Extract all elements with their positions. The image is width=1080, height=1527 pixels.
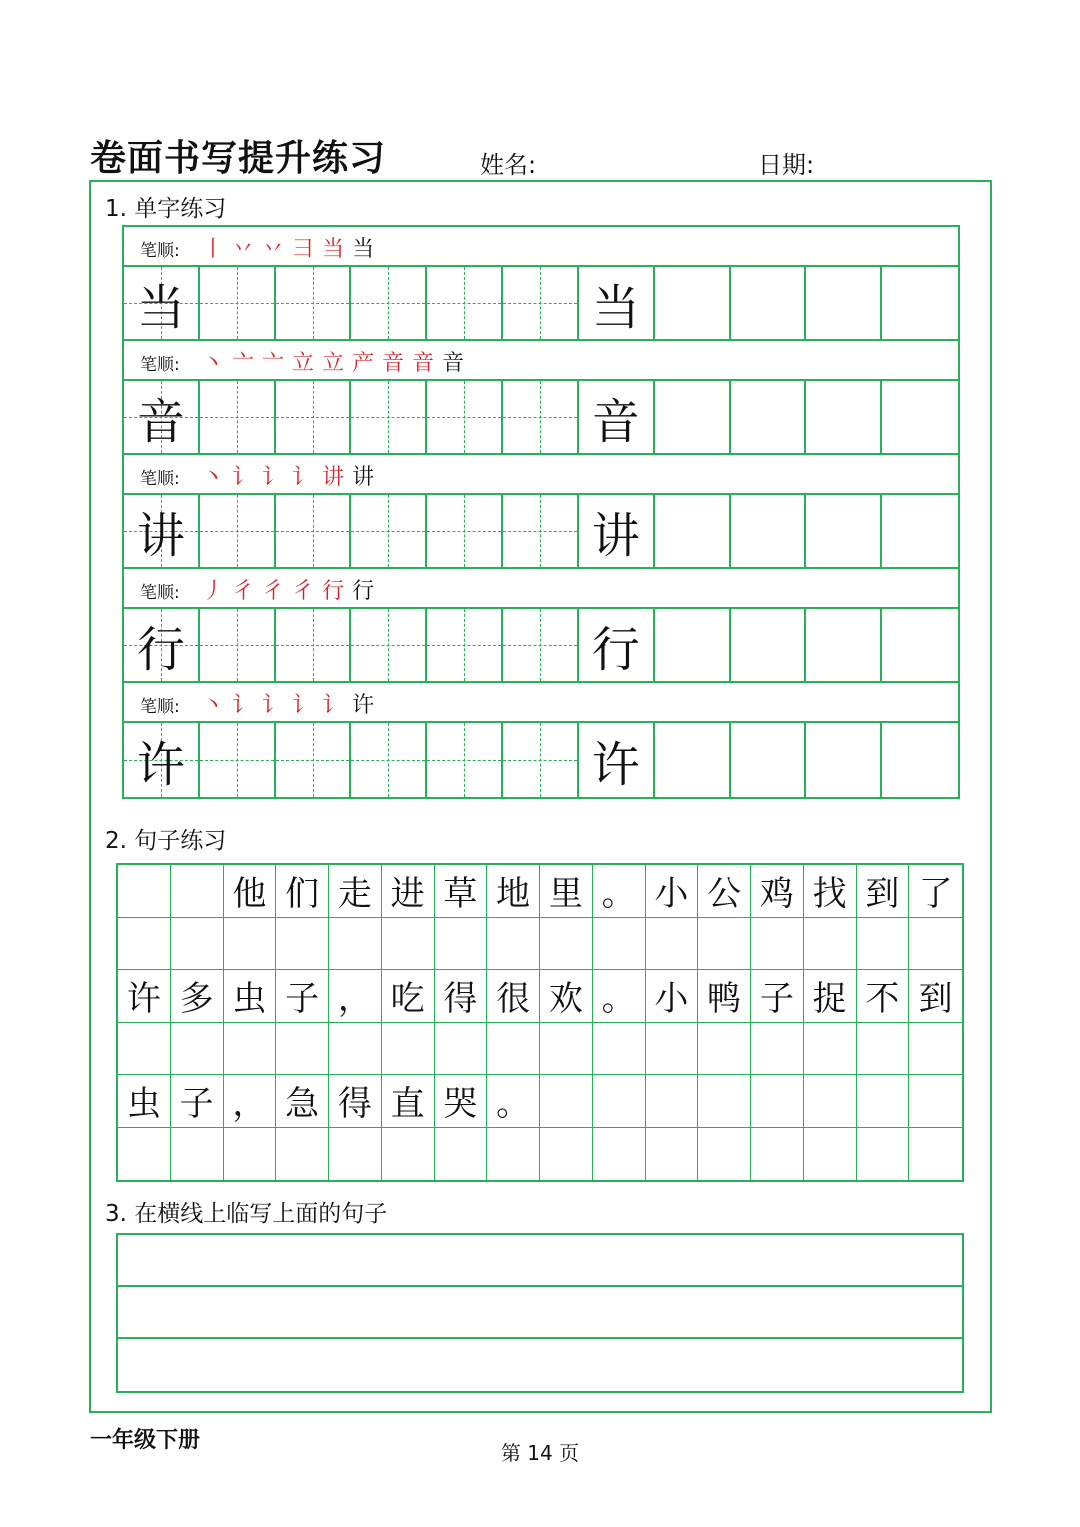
- sentence-cell[interactable]: [593, 1128, 646, 1181]
- practice-cell[interactable]: [276, 723, 352, 797]
- practice-cell[interactable]: [806, 267, 882, 339]
- sentence-cell[interactable]: [435, 1128, 488, 1181]
- sentence-cell[interactable]: [909, 1023, 962, 1075]
- stroke-order-row: [124, 683, 958, 723]
- sentence-cell[interactable]: [435, 918, 488, 970]
- stroke-step: 讠: [292, 693, 317, 718]
- stroke-step: 彳: [232, 579, 257, 604]
- stroke-step: 讠: [322, 693, 347, 718]
- sentence-cell[interactable]: 子: [751, 970, 804, 1022]
- sentence-cell[interactable]: [857, 1128, 910, 1181]
- stroke-step: 讠: [262, 465, 287, 490]
- stroke-step: 讠: [292, 465, 317, 490]
- sentence-cell[interactable]: 走: [329, 865, 382, 917]
- model-character: 音: [136, 393, 185, 450]
- practice-cell[interactable]: [655, 495, 731, 567]
- stroke-order-label: 笔顺:: [140, 583, 180, 603]
- practice-cell[interactable]: [503, 609, 579, 681]
- sentence-cell[interactable]: [804, 918, 857, 970]
- sentence-cell[interactable]: [382, 1023, 435, 1075]
- practice-cell[interactable]: [579, 723, 655, 797]
- sentence-practice-grid: [116, 863, 964, 1182]
- sentence-cell[interactable]: [857, 918, 910, 970]
- stroke-step: 产: [352, 351, 377, 376]
- practice-cell[interactable]: [731, 723, 807, 797]
- practice-cell[interactable]: [427, 381, 503, 453]
- practice-cell[interactable]: [200, 381, 276, 453]
- sentence-cell[interactable]: 直: [382, 1075, 435, 1127]
- sentence-row: [118, 970, 962, 1023]
- sentence-cell[interactable]: 得: [329, 1075, 382, 1127]
- stroke-step: 丨: [202, 237, 227, 262]
- practice-cell[interactable]: [124, 381, 200, 453]
- sentence-cell[interactable]: 小: [646, 865, 699, 917]
- trace-character: 许: [591, 736, 640, 793]
- stroke-order-label: 笔顺:: [140, 469, 180, 489]
- practice-cell[interactable]: [124, 267, 200, 339]
- sentence-cell[interactable]: [171, 1023, 224, 1075]
- sentence-cell[interactable]: [329, 918, 382, 970]
- stroke-step: 讲: [322, 465, 347, 490]
- tianzige-row: [124, 495, 958, 569]
- writing-line[interactable]: [118, 1235, 962, 1287]
- practice-cell[interactable]: [427, 495, 503, 567]
- sentence-cell[interactable]: 到: [918, 979, 953, 1020]
- sentence-cell[interactable]: 哭: [435, 1075, 488, 1127]
- practice-cell[interactable]: [806, 495, 882, 567]
- section-title-sentence: 2. 句子练习: [105, 828, 227, 854]
- sentence-cell[interactable]: [593, 1075, 646, 1127]
- sentence-cell[interactable]: [909, 1128, 962, 1181]
- stroke-step: 音: [382, 351, 407, 376]
- writing-line[interactable]: [118, 1287, 962, 1339]
- practice-cell[interactable]: [276, 381, 352, 453]
- sentence-cell[interactable]: 虫: [118, 1075, 171, 1127]
- tianzige-row: [124, 609, 958, 683]
- stroke-order-row: [124, 227, 958, 267]
- sentence-row: [118, 865, 962, 918]
- practice-cell[interactable]: [579, 381, 655, 453]
- sentence-cell[interactable]: [909, 1075, 962, 1127]
- trace-character: 音: [591, 393, 640, 450]
- stroke-order-row: [124, 341, 958, 381]
- sentence-cell[interactable]: [382, 918, 435, 970]
- sentence-cell[interactable]: 吃: [382, 970, 435, 1022]
- stroke-step: 彳: [292, 579, 317, 604]
- stroke-step: 立: [322, 351, 347, 376]
- practice-cell[interactable]: [124, 495, 200, 567]
- stroke-step: 丶: [202, 693, 227, 718]
- stroke-step: 丿: [202, 579, 227, 604]
- sentence-cell[interactable]: [487, 1023, 540, 1075]
- stroke-order-row: [124, 569, 958, 609]
- stroke-step: 亠: [232, 351, 257, 376]
- practice-cell[interactable]: [276, 609, 352, 681]
- practice-cell[interactable]: [200, 495, 276, 567]
- sentence-cell[interactable]: ，: [329, 970, 382, 1022]
- sentence-cell[interactable]: 鸭: [698, 970, 751, 1022]
- practice-cell[interactable]: [200, 609, 276, 681]
- sentence-row: [118, 1128, 962, 1181]
- stroke-step: 立: [292, 351, 317, 376]
- sentence-cell[interactable]: 捉: [804, 970, 857, 1022]
- sentence-cell[interactable]: 。: [487, 1075, 540, 1127]
- sentence-cell[interactable]: 地: [487, 865, 540, 917]
- model-character: 当: [136, 279, 185, 336]
- practice-cell[interactable]: [882, 723, 958, 797]
- name-label: 姓名:: [480, 151, 537, 179]
- practice-cell[interactable]: [731, 609, 807, 681]
- practice-cell[interactable]: [200, 723, 276, 797]
- character-practice-table: [122, 225, 960, 799]
- sentence-cell[interactable]: 草: [435, 865, 488, 917]
- stroke-order-label: 笔顺:: [140, 241, 180, 261]
- stroke-step: 当: [352, 237, 377, 262]
- sentence-cell[interactable]: [540, 918, 593, 970]
- stroke-step: 丷: [262, 237, 287, 262]
- model-character: 讲: [136, 507, 185, 564]
- sentence-cell[interactable]: 。: [593, 970, 646, 1022]
- page-number: 第 14 页: [500, 1441, 580, 1465]
- stroke-step: 讲: [352, 465, 377, 490]
- stroke-step: 讠: [232, 693, 257, 718]
- stroke-step: 当: [322, 237, 347, 262]
- sentence-cell[interactable]: [118, 1023, 171, 1075]
- sentence-cell[interactable]: [329, 1023, 382, 1075]
- sentence-cell[interactable]: 们: [276, 865, 329, 917]
- sentence-cell[interactable]: [540, 1128, 593, 1181]
- section-title-single-chars: 1. 单字练习: [105, 196, 227, 222]
- sentence-cell[interactable]: [857, 1075, 910, 1127]
- practice-cell[interactable]: [503, 267, 579, 339]
- stroke-step: 行: [352, 579, 377, 604]
- sentence-cell[interactable]: [276, 918, 329, 970]
- sentence-cell[interactable]: [804, 1075, 857, 1127]
- sentence-cell[interactable]: 到: [857, 865, 910, 917]
- practice-cell[interactable]: [806, 723, 882, 797]
- sentence-cell[interactable]: [698, 918, 751, 970]
- sentence-cell[interactable]: [224, 1023, 277, 1075]
- stroke-step: 音: [412, 351, 437, 376]
- practice-cell[interactable]: [276, 495, 352, 567]
- practice-cell[interactable]: [579, 267, 655, 339]
- sentence-cell[interactable]: [540, 1075, 593, 1127]
- sentence-cell[interactable]: [593, 1023, 646, 1075]
- practice-cell[interactable]: [427, 267, 503, 339]
- sentence-cell[interactable]: 找: [804, 865, 857, 917]
- stroke-order-row: [124, 455, 958, 495]
- practice-cell[interactable]: [882, 609, 958, 681]
- practice-cell[interactable]: [124, 609, 200, 681]
- tianzige-row: [124, 723, 958, 797]
- copy-lines-area: [116, 1233, 964, 1393]
- sentence-cell[interactable]: [276, 1023, 329, 1075]
- practice-cell[interactable]: [503, 495, 579, 567]
- practice-cell[interactable]: [503, 381, 579, 453]
- stroke-sequence: [202, 232, 382, 263]
- practice-cell[interactable]: [806, 381, 882, 453]
- practice-cell[interactable]: [731, 495, 807, 567]
- stroke-step: 讠: [232, 465, 257, 490]
- sentence-cell[interactable]: [751, 1023, 804, 1075]
- sentence-cell[interactable]: 子: [276, 970, 329, 1022]
- sentence-cell[interactable]: 许: [118, 970, 171, 1022]
- practice-cell[interactable]: [503, 723, 579, 797]
- practice-cell[interactable]: [882, 267, 958, 339]
- sentence-cell[interactable]: 公: [698, 865, 751, 917]
- practice-cell[interactable]: [276, 267, 352, 339]
- sentence-cell[interactable]: 不: [857, 970, 910, 1022]
- practice-cell[interactable]: [124, 723, 200, 797]
- sentence-cell[interactable]: [593, 918, 646, 970]
- section-title-copy-lines: 3. 在横线上临写上面的句子: [105, 1201, 388, 1227]
- sentence-cell[interactable]: 虫: [224, 970, 277, 1022]
- sentence-cell[interactable]: 欢: [540, 970, 593, 1022]
- sentence-cell[interactable]: [171, 1128, 224, 1181]
- practice-cell[interactable]: [655, 609, 731, 681]
- sentence-row: [118, 1075, 962, 1128]
- practice-cell[interactable]: [427, 723, 503, 797]
- trace-character: 行: [591, 621, 640, 678]
- stroke-order-label: 笔顺:: [140, 355, 180, 375]
- practice-cell[interactable]: [579, 495, 655, 567]
- practice-cell[interactable]: [351, 381, 427, 453]
- stroke-sequence: [202, 574, 382, 605]
- stroke-step: 行: [322, 579, 347, 604]
- sentence-cell[interactable]: 小: [646, 970, 699, 1022]
- stroke-sequence: [202, 346, 472, 377]
- sentence-cell[interactable]: ，: [224, 1075, 277, 1127]
- stroke-step: 音: [442, 351, 467, 376]
- sentence-cell[interactable]: [118, 865, 171, 917]
- stroke-sequence: [202, 688, 382, 719]
- sentence-cell[interactable]: [646, 1023, 699, 1075]
- sentence-cell[interactable]: [698, 1075, 751, 1127]
- page-title: 卷面书写提升练习: [90, 138, 387, 179]
- practice-cell[interactable]: [351, 495, 427, 567]
- stroke-order-label: 笔顺:: [140, 697, 180, 717]
- sentence-cell[interactable]: [382, 1128, 435, 1181]
- sentence-cell[interactable]: 他: [224, 865, 277, 917]
- sentence-cell[interactable]: [804, 1128, 857, 1181]
- stroke-step: 彳: [262, 579, 287, 604]
- sentence-cell[interactable]: [646, 918, 699, 970]
- practice-cell[interactable]: [882, 381, 958, 453]
- practice-cell[interactable]: [579, 609, 655, 681]
- sentence-cell[interactable]: 。: [593, 865, 646, 917]
- sentence-row: [118, 1023, 962, 1076]
- sentence-cell[interactable]: 鸡: [751, 865, 804, 917]
- sentence-cell[interactable]: [540, 1023, 593, 1075]
- practice-cell[interactable]: [731, 267, 807, 339]
- practice-cell[interactable]: [882, 495, 958, 567]
- sentence-cell[interactable]: [698, 1128, 751, 1181]
- model-character: 许: [136, 736, 185, 793]
- sentence-cell[interactable]: 里: [540, 865, 593, 917]
- sentence-cell[interactable]: [487, 918, 540, 970]
- writing-line[interactable]: [118, 1339, 962, 1391]
- sentence-cell[interactable]: [435, 1023, 488, 1075]
- sentence-row: [118, 918, 962, 971]
- sentence-cell[interactable]: [329, 1128, 382, 1181]
- practice-cell[interactable]: [655, 381, 731, 453]
- sentence-cell[interactable]: 进: [382, 865, 435, 917]
- sentence-cell[interactable]: [751, 918, 804, 970]
- stroke-step: 丶: [202, 351, 227, 376]
- sentence-cell[interactable]: [171, 918, 224, 970]
- stroke-step: 丶: [202, 465, 227, 490]
- practice-cell[interactable]: [731, 381, 807, 453]
- practice-cell[interactable]: [655, 267, 731, 339]
- practice-cell[interactable]: [427, 609, 503, 681]
- practice-cell[interactable]: [351, 267, 427, 339]
- sentence-cell[interactable]: [487, 1128, 540, 1181]
- practice-cell[interactable]: [351, 609, 427, 681]
- practice-cell[interactable]: [200, 267, 276, 339]
- sentence-cell[interactable]: [118, 918, 171, 970]
- stroke-step: 丷: [232, 237, 257, 262]
- sentence-cell[interactable]: [118, 1128, 171, 1181]
- sentence-cell[interactable]: [751, 1128, 804, 1181]
- sentence-cell[interactable]: 子: [171, 1075, 224, 1127]
- sentence-cell[interactable]: 急: [276, 1075, 329, 1127]
- stroke-sequence: [202, 460, 382, 491]
- sentence-cell[interactable]: 很: [487, 970, 540, 1022]
- tianzige-row: [124, 267, 958, 341]
- sentence-cell[interactable]: 得: [435, 970, 488, 1022]
- sentence-cell[interactable]: [224, 1128, 277, 1181]
- stroke-step: 讠: [262, 693, 287, 718]
- tianzige-row: [124, 381, 958, 455]
- sentence-cell[interactable]: 多: [171, 970, 224, 1022]
- stroke-step: 彐: [292, 237, 317, 262]
- trace-character: 讲: [591, 507, 640, 564]
- sentence-cell[interactable]: [909, 918, 962, 970]
- sentence-cell[interactable]: [646, 1075, 699, 1127]
- stroke-step: 许: [352, 693, 377, 718]
- sentence-cell[interactable]: [646, 1128, 699, 1181]
- model-character: 行: [136, 621, 185, 678]
- sentence-cell[interactable]: [857, 1023, 910, 1075]
- sentence-cell[interactable]: [276, 1128, 329, 1181]
- date-label: 日期:: [758, 151, 815, 179]
- sentence-cell[interactable]: [698, 1023, 751, 1075]
- sentence-cell[interactable]: [224, 918, 277, 970]
- practice-cell[interactable]: [655, 723, 731, 797]
- sentence-cell[interactable]: [804, 1023, 857, 1075]
- trace-character: 当: [591, 279, 640, 336]
- practice-cell[interactable]: [806, 609, 882, 681]
- sentence-cell[interactable]: [751, 1075, 804, 1127]
- sentence-cell[interactable]: 了: [918, 874, 953, 915]
- sentence-cell[interactable]: [171, 865, 224, 917]
- grade-label: 一年级下册: [90, 1428, 201, 1453]
- practice-cell[interactable]: [351, 723, 427, 797]
- stroke-step: 亠: [262, 351, 287, 376]
